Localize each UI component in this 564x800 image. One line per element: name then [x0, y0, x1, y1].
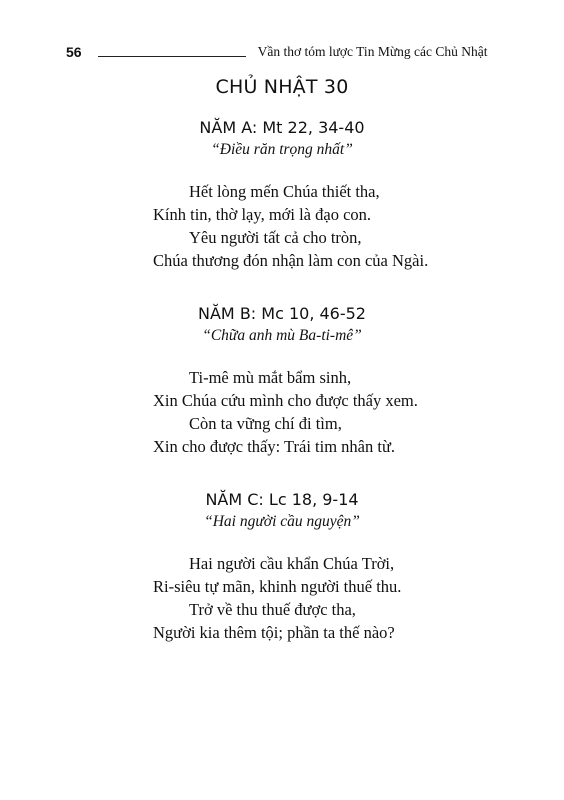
page-number: 56	[66, 44, 82, 60]
section-year-a	[0, 118, 564, 272]
poem-line: Trở về thu thuế được tha,	[189, 600, 356, 619]
section-heading: NĂM B: Mc 10, 46-52	[198, 304, 366, 323]
poem-line: Kính tin, thờ lạy, mới là đạo con.	[153, 205, 372, 224]
poem-line: Yêu người tất cả cho tròn,	[189, 228, 362, 247]
poem	[0, 180, 564, 272]
section-subtitle: “Hai người cầu nguyện”	[204, 513, 360, 530]
running-title: Vần thơ tóm lược Tin Mừng các Chủ Nhật	[257, 44, 488, 59]
chapter-title: CHỦ NHẬT 30	[215, 76, 349, 98]
poem-line: Xin cho được thấy: Trái tim nhân từ.	[153, 437, 396, 456]
header-rule	[98, 55, 246, 57]
poem-line: Người kia thêm tội; phần ta thế nào?	[153, 623, 395, 642]
section-subtitle: “Chữa anh mù Ba-ti-mê”	[202, 327, 362, 344]
poem-line: Còn ta vững chí đi tìm,	[189, 414, 342, 433]
poem	[0, 366, 564, 458]
page-header	[66, 38, 506, 60]
section-heading: NĂM C: Lc 18, 9-14	[205, 490, 359, 509]
poem	[0, 552, 564, 644]
poem-line: Ti-mê mù mắt bẩm sinh,	[189, 368, 352, 387]
poem-line: Hai người cầu khẩn Chúa Trời,	[189, 554, 395, 573]
poem-line: Hết lòng mến Chúa thiết tha,	[189, 182, 380, 201]
section-year-c	[0, 490, 564, 644]
poem-line: Chúa thương đón nhận làm con của Ngài.	[153, 251, 429, 270]
poem-line: Xin Chúa cứu mình cho được thấy xem.	[153, 391, 418, 410]
poem-line: Ri-siêu tự mãn, khinh người thuế thu.	[153, 577, 402, 596]
section-heading: NĂM A: Mt 22, 34-40	[199, 118, 365, 137]
section-year-b	[0, 304, 564, 458]
section-subtitle: “Điều răn trọng nhất”	[211, 141, 353, 158]
